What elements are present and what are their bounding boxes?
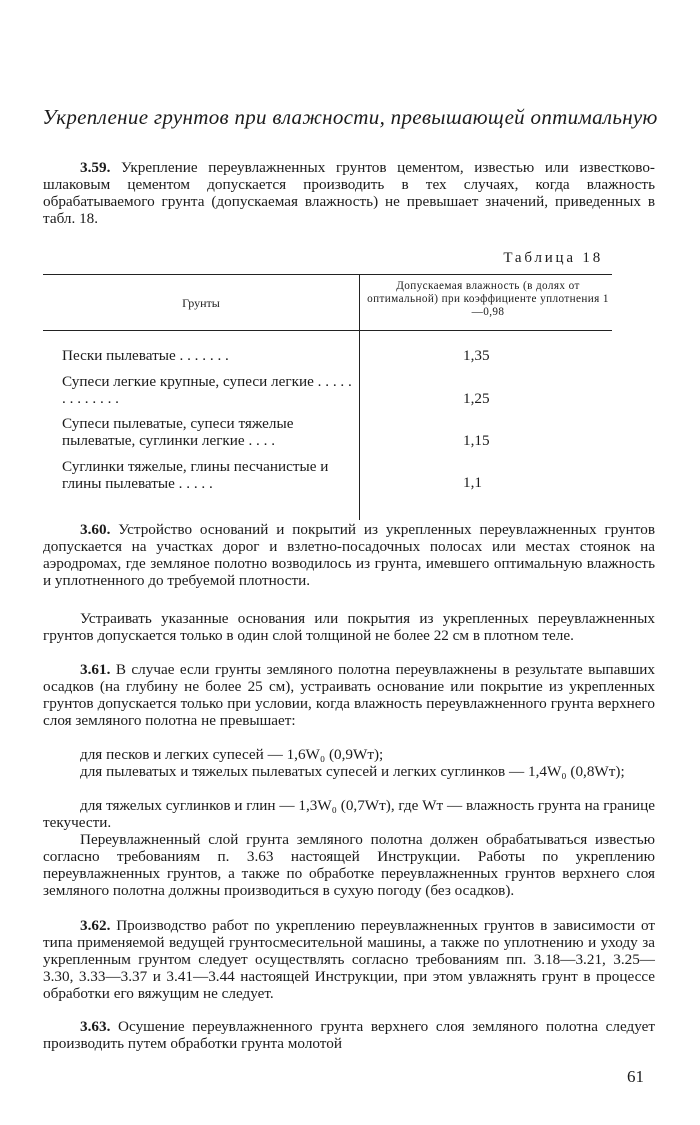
paragraph-3-59 <box>43 160 655 228</box>
table-row-value: 1,15 <box>463 432 490 449</box>
table-row-name: Супеси пылеватые, супеси тяжелые пылеватые, суглинки легкие . . . . <box>62 415 294 449</box>
clause-text: Производство работ по укреплению переувлажненных грунтов в зависимости от типа применяемой ведущей грунтосмесительной машины, а также по уплотнению и уходу за укрепленным грунтом следует осуществлять согласно требованиям пп. 3.18—3.21, 3.25—3.30, 3.33—3.37 и 3.41—3.44 настоящей Инструкции, при этом увлажнять грунт в процессе обработки его вяжущим не следует. <box>43 917 655 1002</box>
table-header-divider <box>359 274 360 330</box>
clause-number: 3.61. <box>80 661 111 678</box>
paragraph-3-61-clay: для тяжелых суглинков и глин — 1,3W₀ (0,7Wт), где Wт — влажность грунта на границе текучести. <box>43 797 655 831</box>
table-top-rule <box>43 274 612 275</box>
clause-text: Укрепление переувлажненных грунтов цементом, известью или известково-шлаковым цементом допускается производить в тех случаях, когда влажность обрабатываемого грунта (допускаемая влажность) не превышает значений, приведенных в табл. 18. <box>43 159 655 227</box>
table-row-name: Супеси легкие крупные, супеси легкие . . . . . . . . . . . . . <box>62 373 352 407</box>
section-title: Укрепление грунтов при влажности, превышающей оптимальную <box>42 105 658 129</box>
paragraph-3-60-cont: Устраивать указанные основания или покрытия из укрепленных переувлажненных грунтов допускается только в один слой толщиной не более 22 см в плотном теле. <box>43 610 655 644</box>
table-row-value: 1,1 <box>463 474 482 491</box>
clause-number: 3.60. <box>80 521 111 538</box>
table-header-moisture: Допускаемая влажность (в долях от оптимальной) при коэффициенте уплотнения 1—0,98 <box>367 280 609 318</box>
table-row-value: 1,25 <box>463 390 490 407</box>
table-row-name: Пески пылеватые . . . . . . . <box>62 347 229 364</box>
page-number: 61 <box>627 1067 644 1086</box>
clause-number: 3.62. <box>80 917 111 934</box>
paragraph-3-61-lime: Переувлажненный слой грунта земляного полотна должен обрабатываться известью согласно требованиям п. 3.63 настоящей Инструкции. Работы по укреплению переувлажненных грунтов, а также по обработке переувлажненных грунтов верхнего слоя земляного полотна должны производиться в сухую погоду (без осадков). <box>43 831 655 899</box>
table-row-name: Суглинки тяжелые, глины песчанистые и глины пылеватые . . . . . <box>62 458 329 492</box>
table-header-rule <box>43 330 612 331</box>
paragraph-3-61-silty: для пылеватых и тяжелых пылеватых супесей и легких суглинков — 1,4W₀ (0,8Wт); <box>80 763 625 780</box>
table-row-value: 1,35 <box>463 347 490 364</box>
clause-number: 3.59. <box>80 159 111 176</box>
clause-number: 3.63. <box>80 1018 111 1035</box>
paragraph-3-60 <box>43 522 655 590</box>
paragraph-3-61 <box>43 662 655 730</box>
table-body-divider <box>359 330 360 520</box>
paragraph-3-62 <box>43 918 655 1003</box>
paragraph-3-63 <box>43 1019 655 1053</box>
clause-text: Устройство оснований и покрытий из укрепленных переувлажненных грунтов допускается на участках дорог и взлетно-посадочных полосах или местах стоянок на аэродромах, где земляное полотно возводилось из грунта, имевшего оптимальную влажность и уплотненного до требуемой плотности. <box>43 521 655 589</box>
clause-text: Осушение переувлажненного грунта верхнего слоя земляного полотна следует производить путем обработки грунта молотой <box>43 1018 655 1052</box>
table-header-soils: Грунты <box>182 296 220 310</box>
paragraph-3-61-sand: для песков и легких супесей — 1,6W₀ (0,9Wт); <box>80 746 384 763</box>
table-caption: Таблица 18 <box>503 250 603 266</box>
clause-text: В случае если грунты земляного полотна переувлажнены в результате выпавших осадков (на глубину не более 25 см), устраивать основание или покрытие из укрепленных грунтов допускается только при условии, когда влажность переувлажненного грунта верхнего слоя земляного полотна не превышает: <box>43 661 655 729</box>
